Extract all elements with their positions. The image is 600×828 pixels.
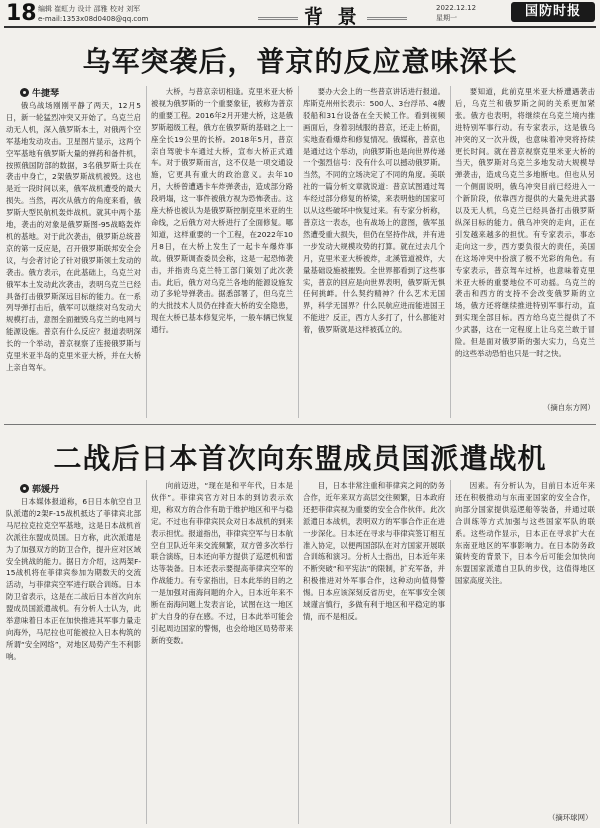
article2-column-2	[151, 480, 293, 822]
article1-author: 牛捷琴	[32, 89, 60, 99]
article1-text-1: 俄乌战场刚刚平静了两天，12月5日，新一轮猛烈冲突又开始了。乌克兰启动无人机，深入俄罗斯本土，对俄两个空军基地发动攻击。卫星图片显示，这两个空军基地有俄罗斯大量的弹药和备件机，按照俄国防部的数据，3名俄罗斯士兵在袭击中身亡，2架俄罗斯战机被毁。这也是近一段时间以来，俄军战机遭受的最大损失。当然，再次从俄方的角度来看，俄罗斯大型民航机轰炸战机。就其中两个基地，袭击的对象是俄罗斯图-95战略轰炸机的基地。对于此次袭击，俄罗斯总统普京的第一反应是，召开俄罗斯联邦安全会议，与会者讨论了针对俄罗斯领土发动的袭击。俄方表示，在此基础上，乌克兰对俄军本土发动此次袭击，表明乌克兰已经具备打击俄罗斯深远目标的能力。在一系列导弹打击后，俄军可以继续对乌发动大规模打击，意图全面摧毁乌克兰的电网与能源设施。普京有什么反应？报道表明深长的一个举动，普京视察了连接俄罗斯与克里米亚半岛的克里米亚大桥，并在大桥上亲自驾车。	[6, 101, 141, 372]
author-pin-icon	[20, 88, 29, 97]
section-label: 背 景	[304, 6, 361, 28]
page-number: 18	[6, 1, 37, 26]
column-divider	[146, 480, 147, 824]
column-divider	[450, 86, 451, 418]
article1-column-4	[455, 86, 595, 396]
masthead-rule	[4, 26, 596, 28]
article2-text-1: 日本媒体报道称，6日日本航空自卫队派遣的2架F-15战机抵达了菲律宾北部马尼拉克拉克空军基地，这是日本战机首次派往东盟成员国。日方称，此次派遣是为了加强双方的防卫合作，提升应对区域安全挑战的能力。据日方介绍，这两架F-15战机将在菲律宾参加为期数天的交流活动，与菲律宾空军进行联合训练。日本防卫省表示，这是在二战后日本首次向东盟成员国派遣战机。有分析人士认为，此举意味着日本正在加快推进其军事力量走向海外，马尼拉也可能被拉入日本构筑的所谓“安全网络”，对地区局势产生不利影响。	[6, 497, 141, 661]
article2-text-2: 向前迈进，“现在是和平年代，日本是伙伴”。菲律宾官方对日本的到访表示欢迎，称双方的合作有助于维护地区和平与稳定。不过也有菲律宾民众对日本战机的到来表示担忧。报道指出，菲律宾空军与日本航空自卫队近年来交流频繁，双方曾多次举行联合演练，日本还向菲方提供了巡逻机和雷达等装备。日本还表示要提高菲律宾空军的作战能力。有专家指出，日本此举的目的之一是加强对南海问题的介入，日本近年来不断在南海问题上发表言论，试图在这一地区扩大自身的存在感。不过，日本此举可能会引起周边国家的警惕，也会给地区局势带来新的变数。	[151, 481, 293, 645]
section-title	[252, 2, 413, 29]
column-divider	[146, 86, 147, 418]
column-divider	[298, 86, 299, 418]
article-separator	[4, 424, 596, 425]
article1-column-2	[151, 86, 293, 410]
column-divider	[450, 480, 451, 824]
ornament-left	[258, 17, 298, 20]
article2-column-1	[6, 496, 141, 822]
article2-headline: 二战后日本首次向东盟成员国派遣战机	[53, 443, 547, 474]
article2-author: 郭媛丹	[32, 485, 60, 495]
newspaper-logo: 国防时报	[511, 2, 595, 22]
article1-text-2: 大桥，与普京亲切相逢。克里米亚大桥被视为俄罗斯的一个重要象征，被称为普京的重要工程。2016年2月开建大桥，这是俄罗斯超级工程，俄方在俄罗斯的基础之上一座全长19公里的长桥。2018年5月，普京亲自驾驶卡车通过大桥，宣布大桥正式通车。对于俄罗斯而言，这不仅是一项交通设施，它更具有重大的政治意义。去年10月，大桥曾遭遇卡车炸弹袭击，造成部分路段坍塌，这一事件被俄方视为恐怖袭击。这座大桥也被认为是俄罗斯控制克里米亚的生命线，之后俄方对大桥进行了全面修复。哪知道，这样重要的一个工程，在2022年10月8日，在大桥上发生了一起卡车爆炸事故。俄罗斯调查委员会称，这是一起恐怖袭击，并指责乌克兰特工部门策划了此次袭击。此后，俄方对乌克兰各地的能源设施发动了多轮导弹袭击。据悉部署了，但乌克兰的大批技术人员仍在排查大桥的安全隐患，现在大桥已基本修复完毕，一般车辆已恢复通行。	[151, 87, 293, 335]
article2-column-4	[455, 480, 595, 808]
article2-text-3: 目，日本非常注重和菲律宾之间的防务合作，近年来双方高层交往频繁，日本政府还把菲律宾视为重要的安全合作伙伴。此次派遣日本战机，表明双方的军事合作正在进一步深化。日本还在寻求与菲律宾签订相互准入协定，以便两国部队在对方国家开展联合训练和演习。分析人士指出，日本近年来不断突破“和平宪法”的限制，扩充军备，并积极推进对外军事合作，这种动向值得警惕。日本应该深刻反省历史，在军事安全领域谨言慎行，多做有利于地区和平稳定的事情，而不是相反。	[303, 481, 445, 621]
article2-byline	[20, 482, 59, 495]
article1-byline	[20, 86, 59, 99]
date-info: 2022.12.12 星期一	[436, 4, 477, 22]
article2-source: （摘环球网）	[548, 813, 593, 822]
article2-column-3	[303, 480, 445, 822]
article1-text-3: 要办大会上的一些普京讲话进行报道。库斯克州州长表示：500人、3台浮吊、4艘驳船和31台设备在全天候工作。看到视频画面后，身着羽绒服的普京，还走上桥面，实地查看爆炸和修复情况。俄媒称，普京也是通过这个举动，向俄罗斯也是向世界传递一个强烈信号：没有什么可以撼动俄罗斯。当然，不同的立场决定了不同的角度。美联社的一篇分析文章就说道：普京试图通过驾车经过部分修复的桥梁，来表明他的国家可以从这些破坏中恢复过来。有专家分析称，普京这一表态，也有战场上的意图，俄军虽然遭受重大损失，但仍在坚持作战，并有进一步发动大规模攻势的打算。就在过去几个月，克里米亚大桥被炸，北溪管道被炸，大量基础设施被摧毁。全世界都看到了这些事实，普京的回应是向世界表明，俄罗斯无惧任何挑衅。什么契约精神？什么艺术无国界，科学无国界？什么民航应进而能进国王不能进？反正，西方人多打了，什么都能对着，俄罗斯就是这样被孤立的。	[303, 87, 445, 335]
column-divider	[298, 480, 299, 824]
article1-headline: 乌军突袭后，普京的反应意味深长	[82, 46, 518, 77]
editor-info: 编辑 崔虹力 设计 邵雅 校对 刘军 e-mail:1353x08d0408@qq.com	[38, 5, 149, 23]
ornament-right	[367, 17, 407, 20]
article1-source: （摘自东方网）	[543, 403, 595, 412]
article1-column-1	[6, 100, 141, 410]
article2-text-4: 因素。有分析认为，目前日本近年来还在积极推动与东南亚国家的安全合作，向部分国家提供巡逻船等装备，并通过联合训练等方式加强与这些国家军队的联系。这些动作显示，日本正在寻求扩大在东南亚地区的军事影响力。在日本防务政策转变的背景下，日本今后可能会加快向东盟国家派遣自卫队的步伐，这值得地区国家高度关注。	[455, 481, 595, 586]
author-pin-icon	[20, 484, 29, 493]
article1-text-4: 要知道，此前克里米亚大桥遭遇袭击后，乌克兰和俄罗斯之间的关系更加紧张。俄方也表明，将继续在乌克兰境内推进特别军事行动。有专家表示，这是俄乌冲突的又一次升级，也意味着冲突将持续更长时间。就在普京视察克里米亚大桥的当天，俄罗斯对乌克兰多地发动大规模导弹袭击，造成乌克兰多地断电。但也从另一个侧面说明，俄乌冲突目前已经进入一个新阶段，依靠西方提供的大量先进武器以及无人机，乌克兰已经具备打击俄罗斯纵深目标的能力。俄乌冲突的走向，正在引发越来越多的担忧。有专家表示，事态走向这一步，西方要负很大的责任，美国在这场冲突中扮演了极不光彩的角色。有专家表示，普京驾车过桥，也意味着克里米亚大桥的重要地位不可动摇。乌克兰的袭击和西方的支持不会改变俄罗斯的立场，俄方还将继续推进特别军事行动，直到实现全部目标。西方给乌克兰提供了不少武器，这在一定程度上让乌克兰敢于冒险。但是面对俄罗斯的强大实力，乌克兰的这些举动恐怕也只是一时之快。	[455, 87, 595, 358]
article1-column-3	[303, 86, 445, 410]
masthead	[0, 0, 600, 28]
